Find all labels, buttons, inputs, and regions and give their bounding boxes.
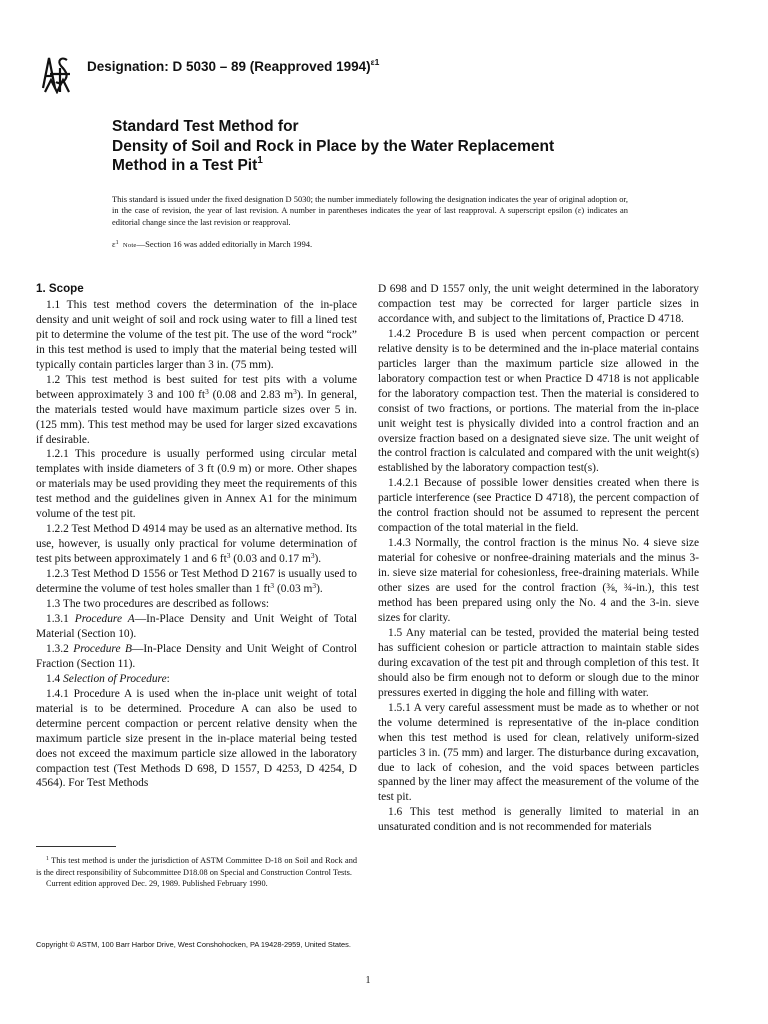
paragraph-1-5: 1.5 Any material can be tested, provided the material being tested has sufficient cohesion or particle attraction to maintain stable sides during excavation of the test pit and through completion of this test. It should also be firm enough not to deform or slough due to the minor pressures exerted in digging the hole and filling with water. xyxy=(378,626,699,699)
paragraph-1-2: 1.2 This test method is best suited for test pits with a volume between approximately 3 and 100 $ft^3$ (0.08 and 2.83 $m^3$). In general, the materials tested would have maximum particle sizes over 5 in. (125 mm). This test method may be used for larger sized excavations if desirable. xyxy=(36,373,357,446)
paragraph-1-3-1: 1.3.1 Procedure A—In-Place Density and Unit Weight of Total Material (Section 10). xyxy=(36,612,357,640)
page-number: 1 xyxy=(365,975,371,986)
astm-logo xyxy=(40,54,74,94)
paragraph-1-1: 1.1 This test method covers the determination of the in-place density and unit weight of soil and rock using water to fill a lined test pit to determine the volume of the test pit. The use of the word “rock” in this test method is used to imply that the material being tested will typically contain particles larger than 3 in. (75 mm). xyxy=(36,298,357,371)
epsilon-note: $\varepsilon^1$ Note—Section 16 was added editorially in March 1994. xyxy=(112,239,313,249)
paragraph-1-3-2: 1.3.2 Procedure B—In-Place Density and Unit Weight of Control Fraction (Section 11). xyxy=(36,642,357,670)
paragraph-1-4: 1.4 Selection of Procedure: xyxy=(46,672,170,685)
footnote-divider xyxy=(36,846,116,847)
document-title xyxy=(112,117,554,176)
section-heading-scope: 1. Scope xyxy=(36,282,84,295)
paragraph-1-2-1: 1.2.1 This procedure is usually performed using circular metal templates with inside diameters of 3 ft (0.9 m) or more. Other shapes or materials may be used providing they meet the requirements of this test method and the guidelines given in Annex A1 for the minimum volume of the test pit. xyxy=(36,448,357,521)
paragraph-1-3: 1.3 The two procedures are described as follows: xyxy=(46,598,270,611)
left-column xyxy=(36,282,357,791)
designation: Designation: D 5030 – 89 (Reapproved 1994)$^{\varepsilon 1}$ xyxy=(87,57,380,74)
paragraph-1-6: 1.6 This test method is generally limited to material in an unsaturated condition and is not recommended for materials xyxy=(378,806,699,834)
copyright-line: Copyright © ASTM, 100 Barr Harbor Drive, West Conshohocken, PA 19428-2959, United States. xyxy=(36,940,351,949)
paragraph-1-5-1: 1.5.1 A very careful assessment must be made as to whether or not the volume determined is representative of the in-place condition when this test method is used for clean, relatively uniform-sized particles 3 in. (75 mm) and larger. The disturbance during excavation, due to lack of cohesion, and the void spaces between particles spanned by the liner may affect the measurement of the volume of the test pit. xyxy=(378,701,699,804)
footnote-1: $^1$ This test method is under the jurisdiction of ASTM Committee D-18 on Soil and Rock and is the direct responsibility of Subcommittee D18.08 on Special and Construction Control Tests. xyxy=(36,856,357,877)
paragraph-1-4-1: 1.4.1 Procedure A is used when the in-place unit weight of total material is to be determined. Procedure A can also be used to determine percent compaction or percent relative density when the maximum particle size present in the in-place material being tested does not exceed the maximum particle size allowed in the laboratory compaction test (Test Methods D 698, D 1557, D 4253, D 4254, D 4564). For Test Methods xyxy=(36,687,357,790)
paragraph-continued: D 698 and D 1557 only, the unit weight determined in the laboratory compaction test may be corrected for larger particle sizes in accordance with, and subject to the limitations of, Practice D 4718. xyxy=(378,283,699,325)
title-line-1: Standard Test Method for xyxy=(112,118,299,135)
standard-intro-note: This standard is issued under the fixed designation D 5030; the number immediately following the designation indicates the year of original adoption or, in the case of revision, the year of last revision. A number in parentheses indicates the year of last reapproval. A superscript epsilon (ε) indicates an editorial change since the last revision or reapproval. xyxy=(112,194,628,227)
footnote-approval: Current edition approved Dec. 29, 1989. Published February 1990. xyxy=(46,879,268,889)
paragraph-1-4-2: 1.4.2 Procedure B is used when percent compaction or percent relative density is to be determined and the in-place material contains particles larger than the maximum particle size allowed in the laboratory compaction test or when Practice D 4718 is not applicable for the laboratory compaction test. Then the material is considered to consist of two fractions, or portions. The material from the in-place unit weight test is physically divided into a control fraction and an oversize fraction based on a designated sieve size. The unit weight of the control fraction is calculated and compared with the unit weight(s) established by the laboratory compaction test(s). xyxy=(378,327,699,475)
paragraph-1-4-2-1: 1.4.2.1 Because of possible lower densities created when there is particle interference (see Practice D 4718), the percent compaction of the control fraction should not be assumed to represent the percent compaction of the total material in the field. xyxy=(378,477,699,535)
paragraph-1-2-3: 1.2.3 Test Method D 1556 or Test Method D 2167 is usually used to determine the volume of test holes smaller than 1 $ft^3$ (0.03 $m^3$). xyxy=(36,568,357,596)
right-column xyxy=(378,282,699,835)
paragraph-1-4-3: 1.4.3 Normally, the control fraction is the minus No. 4 sieve size material for cohesive or nonfree-draining materials and the minus 3-in. sieve size material for cohesionless, free-draining materials. While other sizes are used for the control fraction (⅜, ¾-in.), this test method has been prepared using only the No. 4 and the 3-in. sieve sizes for clarity. xyxy=(378,537,699,624)
footnotes xyxy=(36,854,357,890)
paragraph-1-2-2: 1.2.2 Test Method D 4914 may be used as an alternative method. Its use, however, is usually only practical for volume determination of test pits between approximately 1 and 6 $ft^3$ (0.03 and 0.17 $m^3$). xyxy=(36,523,357,566)
title-line-3: Method in a Test Pit$^1$ xyxy=(112,155,263,174)
title-line-2: Density of Soil and Rock in Place by the Water Replacement xyxy=(112,137,555,155)
